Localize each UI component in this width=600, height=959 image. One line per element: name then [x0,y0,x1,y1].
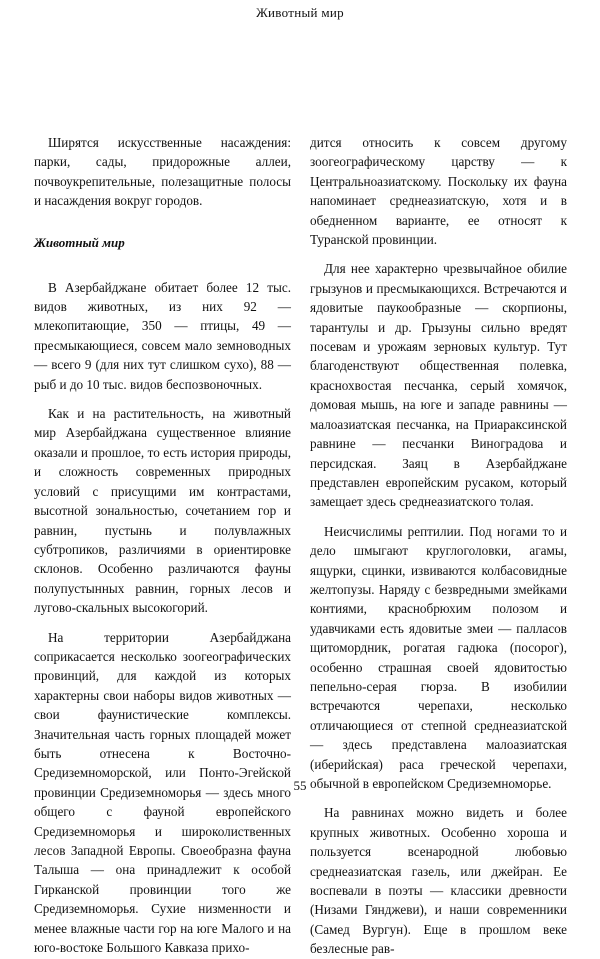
page-number: 55 [293,778,307,793]
paragraph-turan-province: дится относить к совсем другому зоогеографическому царству — к Центральноазиатскому. Поскольку их фауна напоминает среднеазиатскую, хотя и в обедненном варианте, ее относят к Туранской провинции. [310,135,567,248]
paragraph-zoogeographic-provinces: На территории Азербайджана соприкасается несколько зоогеографических провинций, для каждой из которых характерны свои наборы видов животных — свои фаунистические комплексы. Значительная часть горных площадей может быть отнесена к Восточно-Средиземноморской, или Понто-Эгейской провинции Средиземноморья — здесь много общего с фауной европейского Средиземноморья и широколиственных лесов Западной Европы. Своеобразна фауна Талыша — она принадлежит к особой Гирканской провинции того же Средиземноморья. Сухие низменности и менее влажные части гор на юге Малого и на юго-востоке Большого Кавказа прихо- [34,629,291,956]
paragraph-rodents: Для нее характерно чрезвычайное обилие грызунов и пресмыкающихся. Встречаются и ядовитые паукообразные — скорпионы, тарантулы и др. Грызуны сильно вредят посевам и урожаям зерновых культур. Тут благоденствуют общественная полевка, краснохвостая песчанка, серый хомячок, домовая мышь, на юге и западе равнины — малоазиатская песчанка, на Приараксинской равнине — песчанки Виноградова и персидская. Заяц в Азербайджане представлен европейским русаком, который замещает здесь среднеазиатского толая. [310,261,567,510]
paragraph-plantings: Ширятся искусственные насаждения: парки, сады, придорожные аллеи, почвоукрепительные, полезащитные полосы и насаждения вокруг городов. [34,135,291,209]
left-column [34,133,291,957]
running-header: Животный мир [256,5,344,20]
right-column [310,133,567,959]
paragraph-large-animals: На равнинах можно видеть и более крупных животных. Особенно хороша и пользуется всенародной любовью среднеазиатская газель, или джейран. Ее воспевали в поэты — классики древности (Низами Гянджеви), и наши современники (Самед Вургун). Еще в прошлом веке безлесные рав- [310,805,567,957]
paragraph-reptiles: Неисчислимы рептилии. Под ногами то и дело шмыгают круглоголовки, агамы, ящурки, сцинки, извиваются колбасовидные желтопузы. Наряду с безвредными змейками контиями, краснобрюхим полозом и удавчиками есть ядовитые змеи — палласов щитомордник, рогатая гадюка (посорог), особенно страшная своей ядовитостью пепельно-серая гюрза. В изобилии встречаются черепахи, несколько отличающиеся от степной среднеазиатской — здесь представлена малоазиатская (иберийская) раса греческой черепахи, обычной в европейском Средиземноморье. [310,523,567,791]
paragraph-fauna-influences: Как и на растительность, на животный мир Азербайджана существенное влияние оказали и прошлое, то есть история природы, и сложность современных природных условий с присущими им контрастами, высотной зональностью, сочетанием гор и равнин, пустынь и полувлажных субтропиков, различиями в ориентировке склонов. Особенно различаются фауны полупустынных равнин, горных лесов и лугово-скальных высокогорий. [34,406,291,616]
section-heading-fauna: Животный мир [34,234,125,250]
paragraph-species-count: В Азербайджане обитает более 12 тыс. видов животных, из них 92 — млекопитающие, 350 — птицы, 49 — пресмыкающиеся, совсем мало земноводных — всего 9 (для них тут слишком сухо), 88 — рыб и до 10 тыс. видов беспозвоночных. [34,279,291,392]
